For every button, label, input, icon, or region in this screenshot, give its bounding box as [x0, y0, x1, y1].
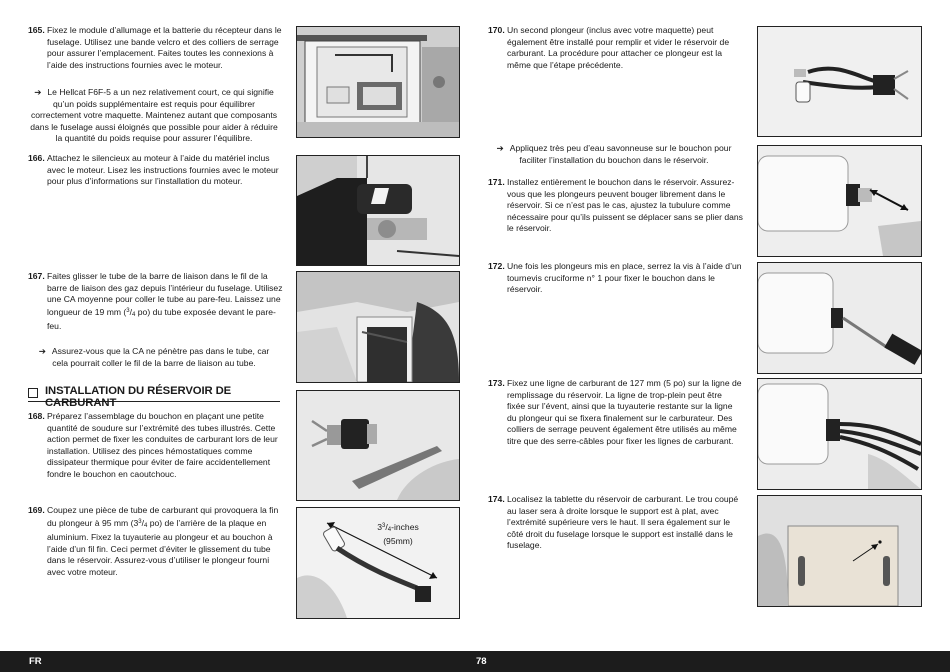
- step-number: 174.: [488, 494, 505, 504]
- step-170: [488, 25, 742, 71]
- step-number: 170.: [488, 25, 505, 35]
- step-text: Coupez une pièce de tube de carburant qui provoquera la fin du plongeur à 95 mm ($3^3/_4$ po) de l’arrière de la plaque en aluminium. Fixez la tuyauterie au plongeur et au bouchon à l’aide d’un fil fin. Ceci permet d’éviter le glissement du tube dans le réservoir. Assurez-vous d’utiliser le plongeur fourni avec votre moteur.: [47, 505, 279, 577]
- step-text: Fixez une ligne de carburant de 127 mm (5 po) sur la ligne de remplissage du réservoir. La ligne de trop-plein peut être fixée sur l’évent, ainsi que la tuyauterie restante sur la ligne du plongeur qui se fixera finalement sur le carburateur. Des colliers de serrage peuvent également être utilisés au même titre que des serre-câbles pour fixer les lignes de carburant.: [507, 378, 742, 446]
- photo-linkage-tube: [296, 271, 460, 383]
- photo-fuel-lines: [757, 378, 922, 490]
- photo-second-clunk: [757, 26, 922, 137]
- step-number: 167.: [28, 271, 45, 281]
- photo-ignition-module: [296, 26, 460, 138]
- step-number: 171.: [488, 177, 505, 187]
- step-165: [28, 25, 282, 71]
- step-number: 169.: [28, 505, 45, 515]
- step-number: 173.: [488, 378, 505, 388]
- photo-tank-stopper: [757, 145, 922, 257]
- note-text: Assurez-vous que la CA ne pénètre pas dans le tube, car cela pourrait coller le fil de la barre de liaison au tube.: [51, 346, 270, 368]
- language-code: FR: [29, 656, 42, 667]
- step-text: Un second plongeur (inclus avec votre maquette) peut également être installé pour remplir et vider le réservoir de carburant. La procédure pour attacher ce plongeur est la même que l’étape précédente.: [507, 25, 730, 70]
- step-171: [488, 177, 744, 235]
- step-text: Localisez la tablette du réservoir de carburant. Le trou coupé au laser sera à droite lorsque le support est à plat, avec l’extrémité supérieure vers le haut. Il sera également sur le côté droit du fuselage lorsque le support est installé dans le fuselage.: [507, 494, 739, 551]
- arrow-icon: ➔: [496, 143, 504, 153]
- note-text: Appliquez très peu d’eau savonneuse sur le bouchon pour faciliter l’installation du bouchon dans le réservoir.: [509, 143, 732, 165]
- step-text: Fixez le module d’allumage et la batterie du récepteur dans le fuselage. Utilisez une bande velcro et des colliers de serrage pour assurer l’emplacement. Faites toutes les connexions à l’aide des instructions fournies avec le moteur.: [47, 25, 282, 70]
- step-text: Installez entièrement le bouchon dans le réservoir. Assurez-vous que les plongeurs peuvent bouger librement dans le réservoir. Si ce n’est pas le cas, ajustez la tubulure comme nécessaire pour qu’ils puissent se déplacer sans se plier dans le réservoir.: [507, 177, 743, 234]
- step-167: [28, 271, 284, 333]
- step-169: [28, 505, 282, 579]
- note-165: [28, 87, 280, 145]
- step-number: 172.: [488, 261, 505, 271]
- step-168: [28, 411, 282, 481]
- step-number: 166.: [28, 153, 45, 163]
- section-title: INSTALLATION DU RÉSERVOIR DE CARBURANT: [45, 385, 232, 409]
- note-167: [34, 346, 274, 369]
- step-text: Préparez l’assemblage du bouchon en plaçant une petite quantité de soudure sur l’extrémité des tubes illustrés. Cette action permet de fixer les conduites de carburant lors de leur installation. Utilisez des pinces hémostatiques comme dissipateur thermique pour éviter de faire accidentellement fondre le bouchon en caoutchouc.: [47, 411, 278, 479]
- step-166: [28, 153, 282, 188]
- photo-muffler: [296, 155, 460, 266]
- step-text: Attachez le silencieux au moteur à l’aide du matériel inclus avec le moteur. Lisez les instructions fournies avec le moteur pour plus d’informations sur l’installation du moteur.: [47, 153, 279, 187]
- photo-stopper-solder: [296, 390, 460, 501]
- photo-screwdriver: [757, 262, 922, 374]
- step-text: Une fois les plongeurs mis en place, serrez la vis à l’aide d’un tournevis cruciforme n° 1 pour fixer le bouchon dans le réservoir.: [507, 261, 742, 295]
- section-heading: [28, 385, 280, 409]
- measure-callout: $3^3/_4$-inches (95mm): [377, 522, 419, 546]
- photo-tank-tray: [757, 495, 922, 607]
- note-170: [494, 143, 734, 166]
- step-text: Faites glisser le tube de la barre de liaison dans le fil de la barre de liaison des gaz depuis l’intérieur du fuselage. Utilisez une CA moyenne pour coller le tube au pare-feu. Laissez une longueur de 19 mm ($^3/_4$ po) du tube exposée devant le pare-feu.: [47, 271, 283, 332]
- step-number: 168.: [28, 411, 45, 421]
- step-173: [488, 378, 742, 448]
- step-174: [488, 494, 742, 552]
- page-number: 78: [476, 656, 487, 667]
- note-text: Le Hellcat F6F-5 a un nez relativement court, ce qui signifie qu’un poids supplémentaire est requis pour équilibrer correctement votre maquette. Maintenez autant que composants dans le fuselage aussi éloignés que possible pour aider à réduire la quantité du poids requise pour assurer l’équilibre.: [30, 87, 278, 144]
- checkbox-icon: [28, 388, 38, 398]
- footer-bar: [0, 651, 950, 672]
- arrow-icon: ➔: [38, 346, 46, 356]
- step-172: [488, 261, 742, 296]
- step-number: 165.: [28, 25, 45, 35]
- arrow-icon: ➔: [34, 87, 42, 97]
